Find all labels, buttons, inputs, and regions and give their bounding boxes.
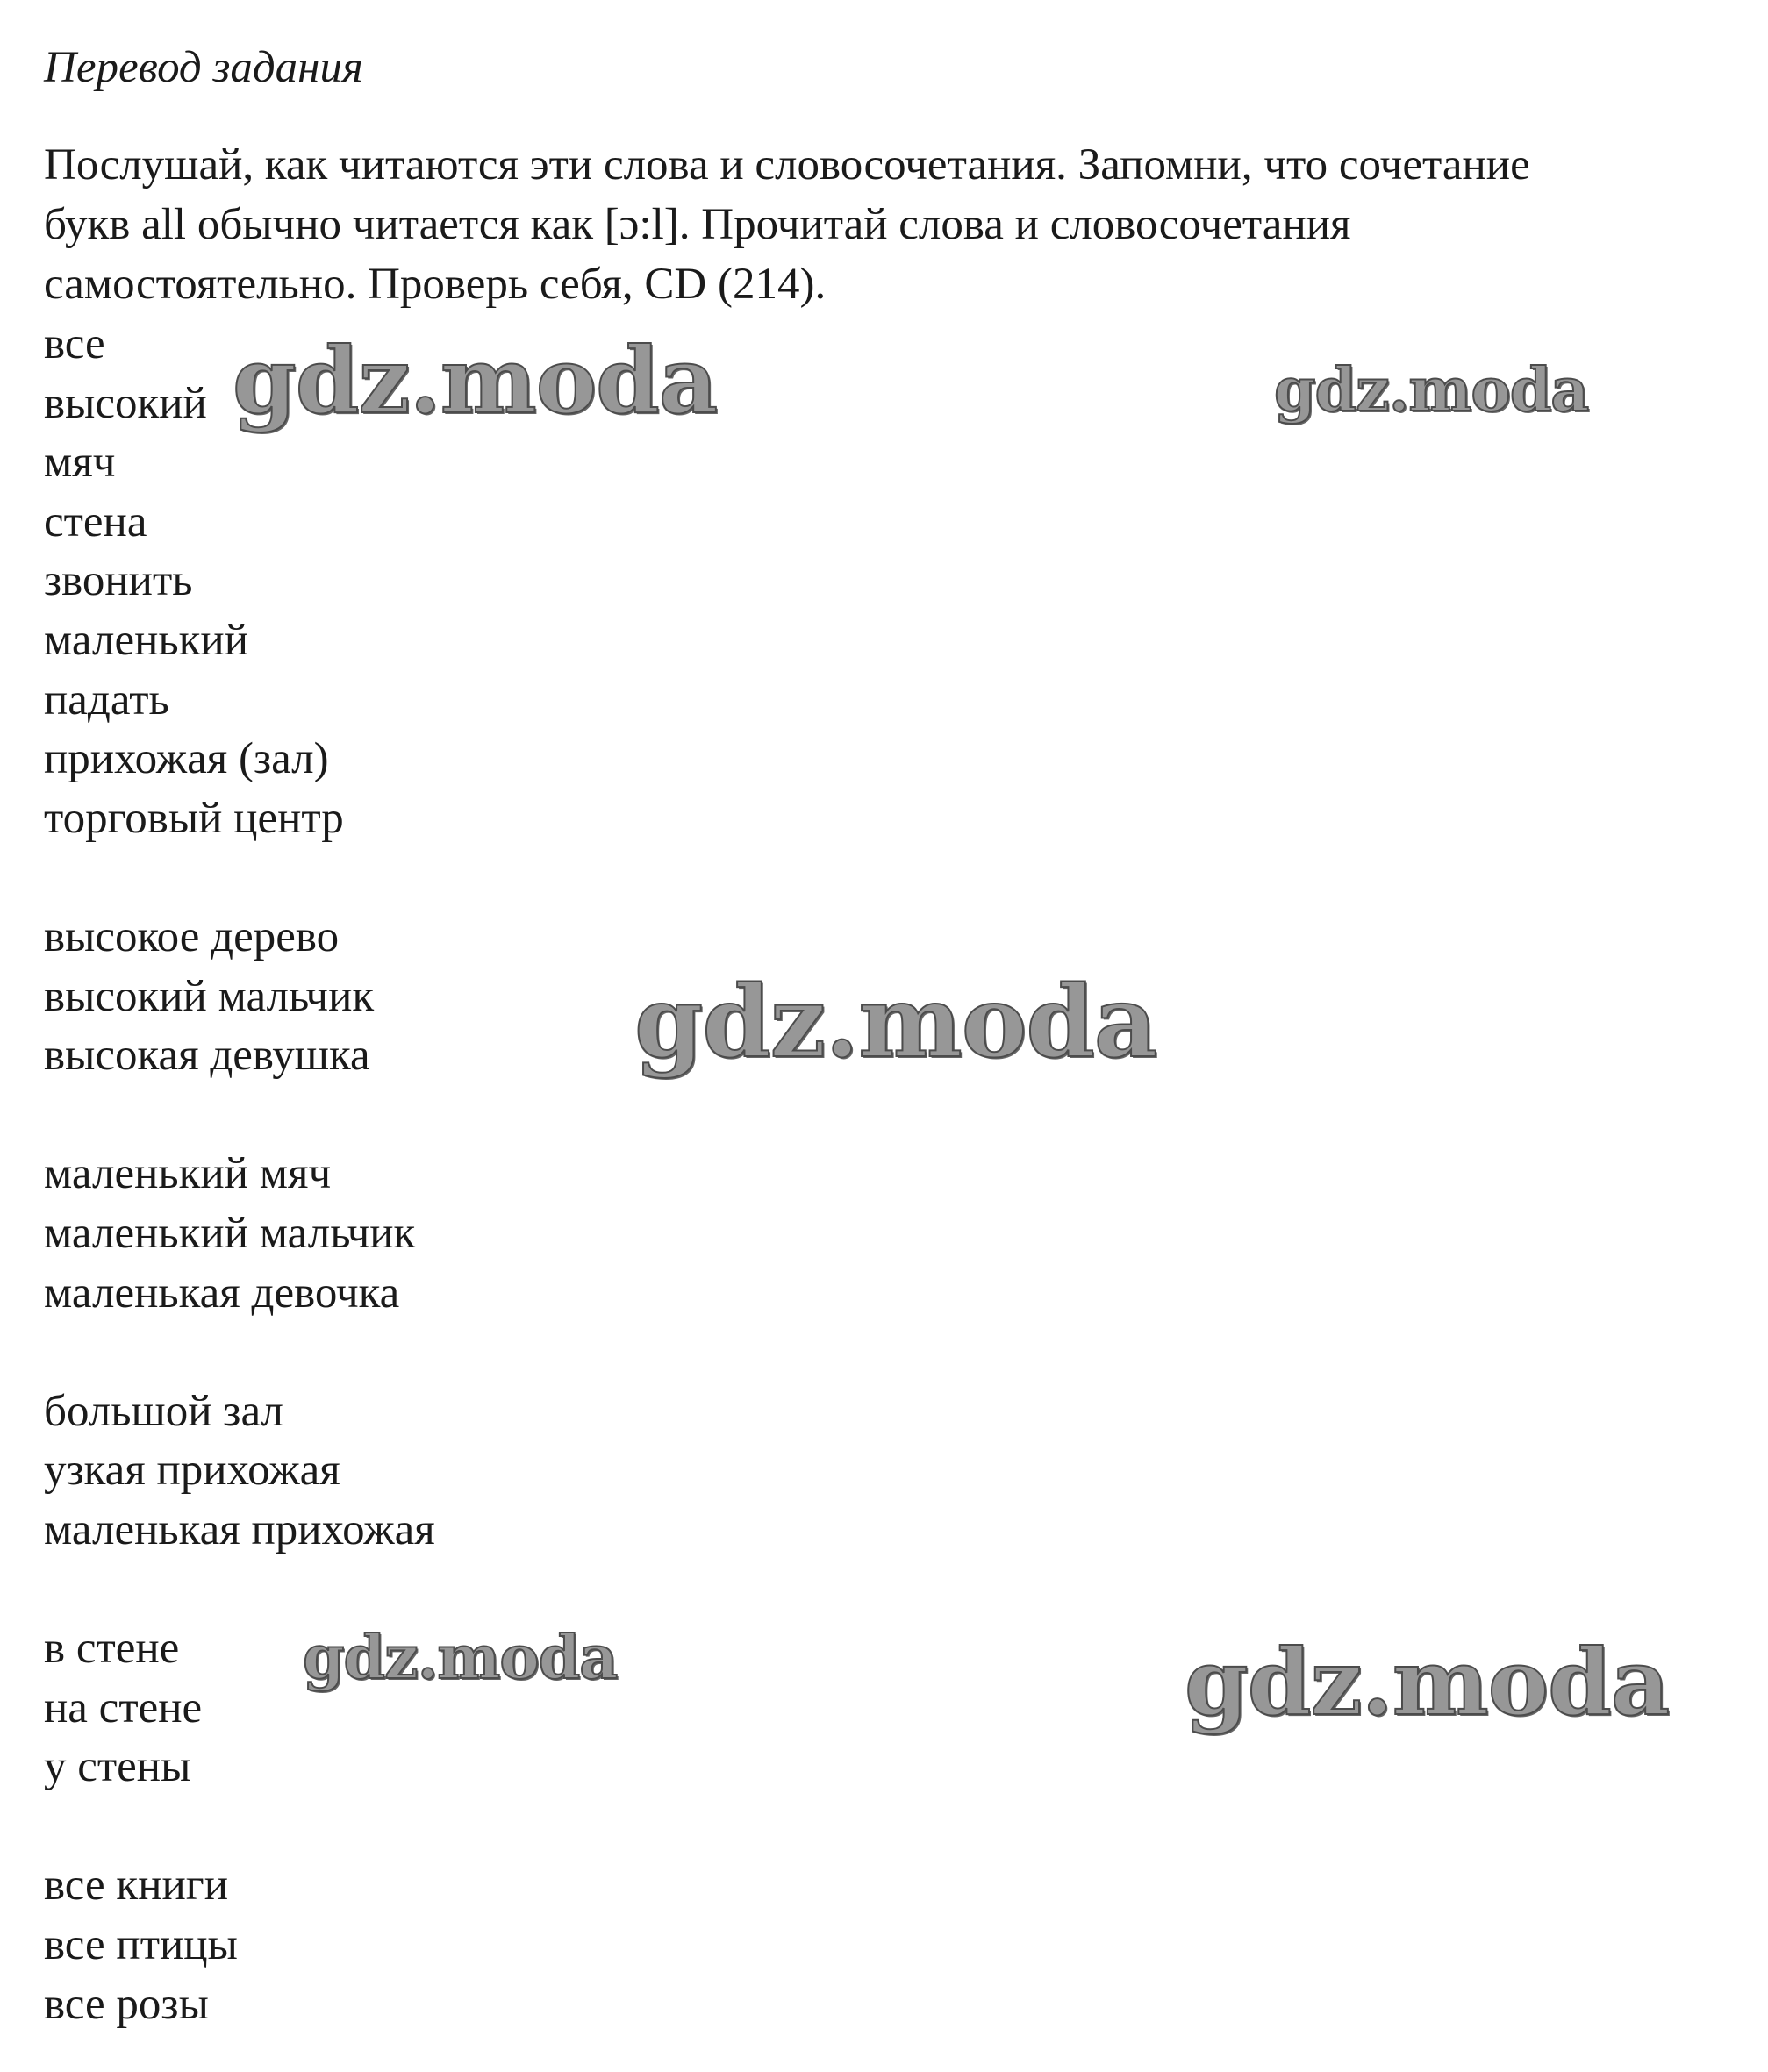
phrase-item: узкая прихожая (44, 1446, 340, 1496)
group-spacer (44, 1797, 435, 1857)
watermark: gdz.moda (303, 1623, 618, 1693)
word-item: стена (44, 497, 147, 547)
phrase-item: высокая девушка (44, 1031, 370, 1081)
word-item: торговый центр (44, 793, 344, 843)
phrase-item: все книги (44, 1861, 229, 1911)
instruction-line: Послушай, как читаются эти слова и словосочетания. Запомни, что сочетание (44, 140, 1530, 189)
instruction-line: самостоятельно. Проверь себя, CD (214). (44, 260, 827, 309)
phrase-item: маленькая прихожая (44, 1504, 435, 1554)
phrase-item: в стене (44, 1624, 180, 1674)
word-item: мяч (44, 438, 116, 488)
watermark: gdz.moda (233, 326, 718, 434)
phrase-item: маленькая девочка (44, 1268, 400, 1318)
watermark: gdz.moda (1185, 1628, 1670, 1736)
word-list (44, 315, 435, 2034)
group-spacer (44, 1323, 435, 1383)
watermark: gdz.moda (634, 965, 1157, 1080)
word-item: падать (44, 675, 169, 725)
phrase-item: маленький мальчик (44, 1208, 416, 1258)
watermark: gdz.moda (1274, 355, 1589, 425)
phrase-item: все птицы (44, 1920, 238, 1970)
word-item: маленький (44, 615, 249, 665)
task-instruction (44, 135, 1755, 314)
phrase-item: высокий мальчик (44, 971, 375, 1021)
phrase-item: маленький мяч (44, 1149, 332, 1199)
phrase-item: на стене (44, 1683, 203, 1733)
phrase-item: большой зал (44, 1386, 283, 1436)
phrase-item: все розы (44, 1979, 209, 2029)
word-item: звонить (44, 556, 193, 606)
group-spacer (44, 848, 435, 908)
instruction-line: букв all обычно читается как [ɔ:l]. Прочитай слова и словосочетания (44, 200, 1351, 249)
phrase-item: высокое дерево (44, 911, 340, 961)
group-spacer (44, 1086, 435, 1146)
phrase-item: у стены (44, 1742, 191, 1792)
word-item: прихожая (зал) (44, 734, 329, 784)
group-spacer (44, 1560, 435, 1619)
word-item: все (44, 319, 105, 368)
section-heading: Перевод задания (44, 43, 363, 92)
word-item: высокий (44, 378, 207, 428)
